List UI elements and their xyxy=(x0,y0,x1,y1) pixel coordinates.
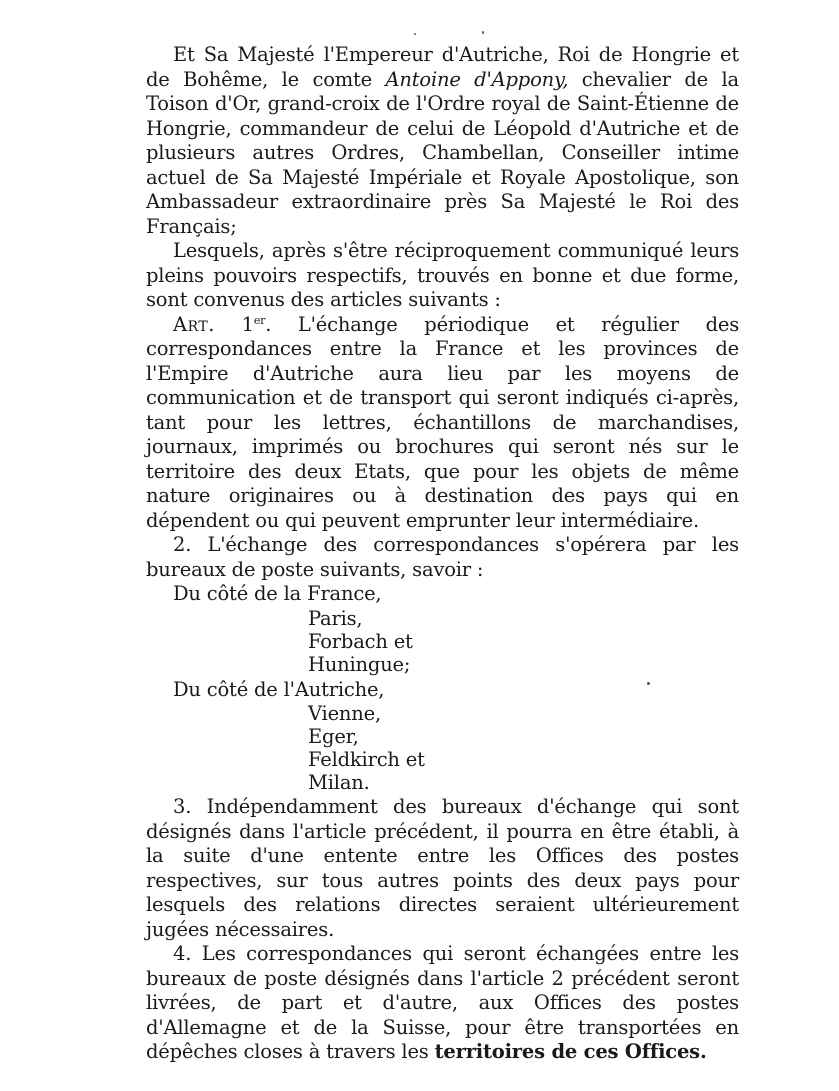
paragraph-article-1 xyxy=(146,313,739,534)
austria-office-list xyxy=(146,702,739,794)
office-item: Huningue; xyxy=(308,652,411,676)
office-item: Eger, xyxy=(308,725,359,748)
paragraph-article-4 xyxy=(146,942,739,1065)
office-item: Feldkirch et xyxy=(308,748,425,771)
office-item: Vienne, xyxy=(308,702,381,725)
paragraph-article-2: 2. L'échange des correspondances s'opérera par les bureaux de poste suivants, savoir : xyxy=(146,533,739,581)
office-item: Paris, xyxy=(308,606,363,630)
intro-text-continued: chevalier de la Toison d'Or, grand-croix de l'Ordre royal de Saint-Étienne de Hongrie, commandeur de celui de Léopold d'Autriche et de plusieurs autres Ordres, Chambellan, Conseiller intime actuel de Sa Majesté Impériale et Royale Apostolique, son Ambassadeur extraordinaire près Sa Majesté le Roi des Français; xyxy=(146,67,739,238)
austria-side-heading: Du côté de l'Autriche, xyxy=(173,677,385,701)
paragraph-intro xyxy=(146,43,739,239)
office-item: Milan. xyxy=(308,771,370,794)
article-4-text: 4. Les correspondances qui seront échangées entre les bureaux de poste désignés dans l'article 2 précédent seront livrées, de part et d'autre, aux Offices des postes d'Allemagne et de la Suisse, pour être transportées en dépêches closes à travers les xyxy=(146,942,739,1063)
article-number-superscript: er xyxy=(253,313,266,327)
article-number: 1 xyxy=(241,312,254,336)
ambassador-name: Antoine d'Appony, xyxy=(385,67,569,91)
article-label: Art. xyxy=(173,312,215,336)
paragraph-article-3: 3. Indépendamment des bureaux d'échange qui sont désignés dans l'article précédent, il pourra en être établi, à la suite d'une entente entre les Offices des postes respectives, sur tous autres points des deux pays pour lesquels des relations directes seraient ultérieurement jugées nécessaires. xyxy=(146,795,739,941)
stray-ink-mark xyxy=(414,33,416,35)
article-4-tail: territoires de ces Offices. xyxy=(434,1040,707,1063)
office-item: Forbach et xyxy=(308,629,413,653)
article-1-text: . L'échange périodique et régulier des correspondances entre la France et les provinces de l'Empire d'Autriche aura lieu par les moyens de communication et de transport qui seront indiqués ci-après, tant pour les lettres, échantillons de marchandises, journaux, imprimés ou brochures qui seront nés sur le territoire des deux Etats, que pour les objets de même nature originaires ou à destination des pays qui en dépendent ou qui peuvent emprunter leur intermédiaire. xyxy=(146,312,739,532)
france-office-list xyxy=(146,607,739,676)
stray-ink-mark xyxy=(482,31,484,34)
treaty-text-lower xyxy=(146,795,739,1065)
intro-text: Et Sa Majesté l'Empereur d'Autriche, Roi de Hongrie et de Bohême, le comte xyxy=(146,43,739,91)
paragraph-lesquels: Lesquels, après s'être réciproquement communiqué leurs pleins pouvoirs respectifs, trouvés en bonne et due forme, sont convenus des articles suivants : xyxy=(146,239,739,311)
france-side-heading: Du côté de la France, xyxy=(173,582,382,605)
treaty-text-upper xyxy=(146,43,739,794)
